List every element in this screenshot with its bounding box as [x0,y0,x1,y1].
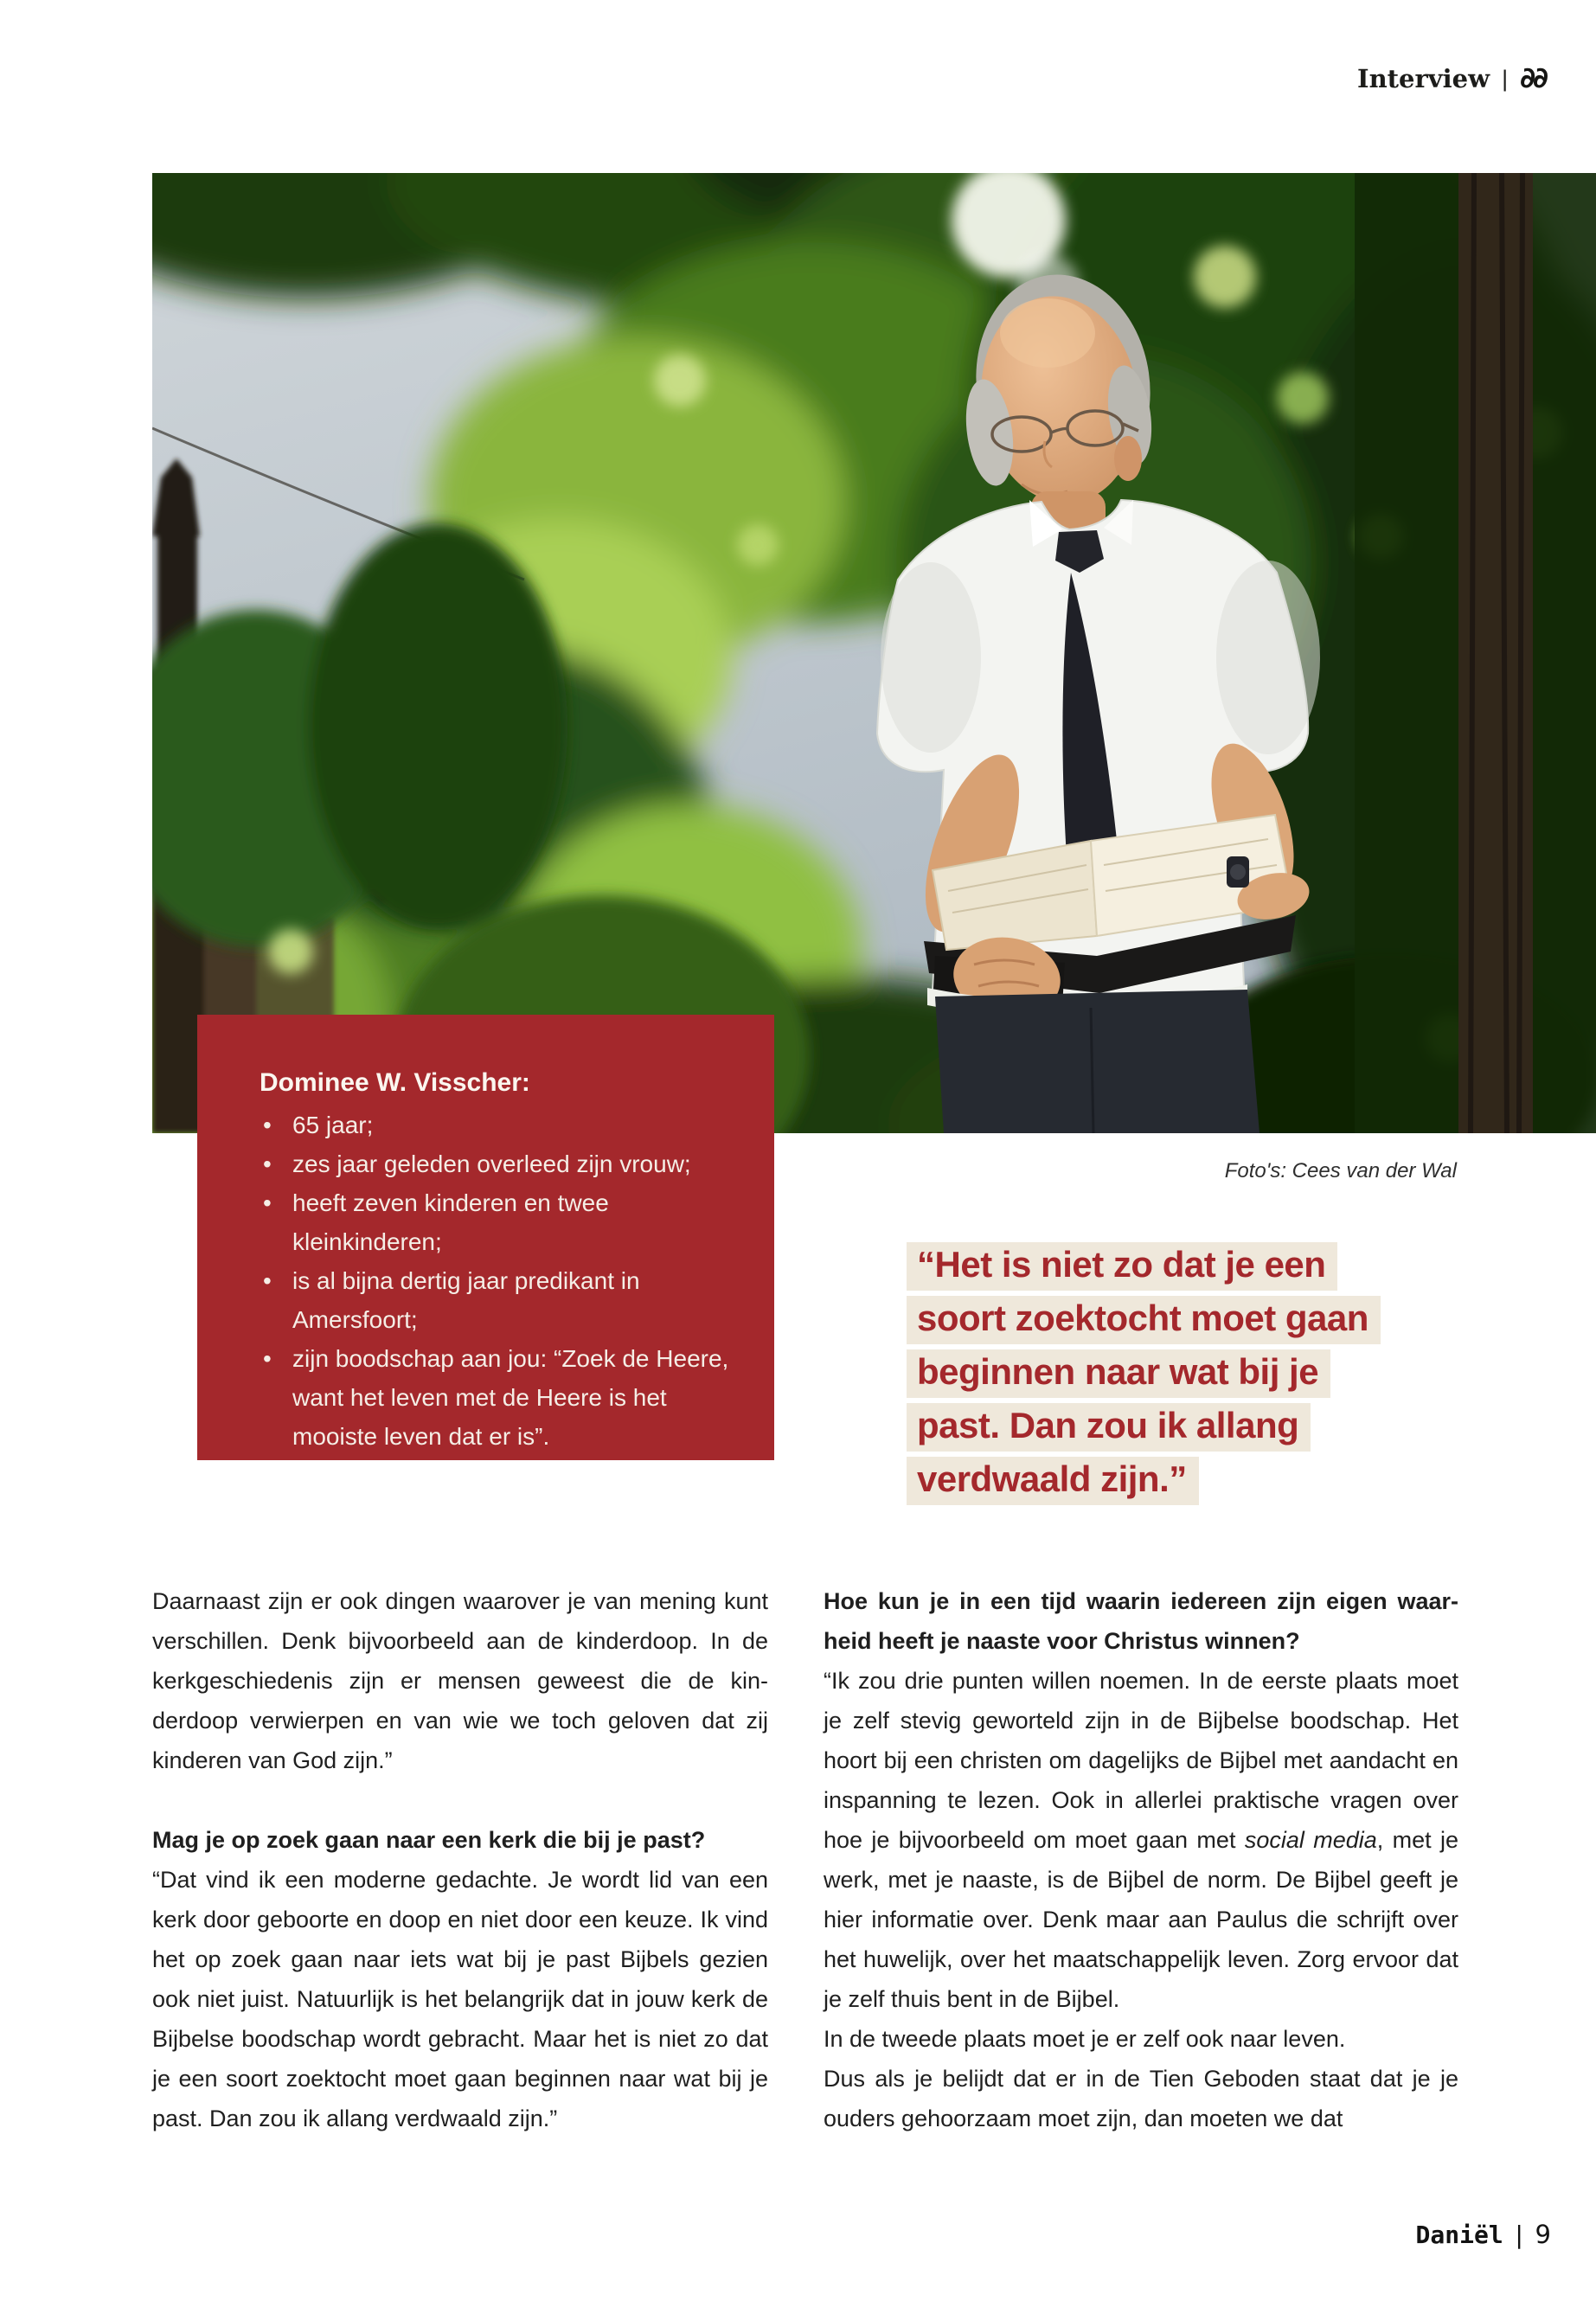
pull-quote-line: soort zoektocht moet gaan [907,1296,1381,1344]
header-divider: | [1502,66,1509,92]
page-header [1357,61,1546,94]
sleeve-shade-right [1216,561,1320,754]
magazine-logo-icon: ∂∂ [1520,61,1546,94]
body-paragraph: “Dat vind ik een moderne gedachte. Je wordt lid van een kerk door geboorte en doop en niet door een keuze. Ik vind het op zoek gaan naar iets wat bij je past Bijbels gezien ook niet juist. Natuurlijk is het belangrijk dat in jouw kerk de Bijbelse boodschap wordt gebracht. Maar het is niet zo dat je een soort zoektocht moet gaan beginnen naar wat bij je past. Dan zou ik allang verdwaald zijn.” [152,1867,768,2131]
article-body [152,1581,1458,2138]
right-column [824,1581,1458,2138]
pull-quote-line: “Het is niet zo dat je een [907,1242,1337,1291]
infobox-title: Dominee W. Visscher: [260,1068,530,1097]
profile-infobox [197,1015,774,1460]
body-paragraph [824,1661,1458,2138]
answer-text: , met je werk, met je naaste, is de Bijbel de norm. De Bijbel geeft je hier informatie over. Denk maar aan Paulus die schrijft over het huwelijk, over het maatschappelijk leven. Zorg ervoor dat je zelf thuis bent in de Bijbel. [824,1827,1458,2012]
answer-italic-phrase: social media [1244,1827,1377,1853]
pull-quote [907,1242,1443,1510]
watch-icon [1227,856,1249,888]
infobox-item: • heeft zeven kinderen en twee kleinkinderen; [260,1183,733,1261]
footer-divider: | [1511,2221,1527,2249]
infobox-item: • is al bijna dertig jaar predikant in Amersfoort; [260,1261,733,1339]
sleeve-shade-left [881,562,981,753]
pull-quote-line: past. Dan zou ik allang [907,1403,1311,1452]
forehead-highlight [1000,298,1095,368]
infobox-item: • zijn boodschap aan jou: “Zoek de Heere, want het leven met de Heere is het mooiste leven dat er is”. [260,1339,733,1456]
photo-caption: Foto's: Cees van der Wal [1224,1159,1457,1183]
answer-text: In de tweede plaats moet je er zelf ook naar leven. [824,2026,1346,2052]
body-paragraph: Daarnaast zijn er ook dingen waarover je van mening kunt verschillen. Denk bijvoorbeeld aan de kinderdoop. In de kerkgeschiedenis zijn er mensen geweest die de kinderdoop verwierpen en van wie we toch geloven dat zij kinderen van God zijn.” [152,1588,768,1773]
article-photo [152,173,1596,1133]
section-label: Interview [1357,64,1490,93]
interview-question: Hoe kun je in een tijd waarin iedereen zijn eigen waarheid heeft je naaste voor Christus winnen? [824,1588,1458,1654]
pull-quote-line: beginnen naar wat bij je [907,1349,1330,1398]
pull-quote-line: verdwaald zijn.” [907,1457,1199,1505]
photo-illustration [152,173,1596,1133]
page-number: 9 [1535,2220,1551,2249]
infobox-item: • zes jaar geleden overleed zijn vrouw; [260,1144,733,1183]
interview-question: Mag je op zoek gaan naar een kerk die bij je past? [152,1827,706,1853]
trousers [935,990,1259,1133]
left-column [152,1581,768,2138]
ear [1114,436,1142,481]
answer-text: Dus als je belijdt dat er in de Tien Geboden staat dat je je ouders gehoorzaam moet zijn, dan moeten we dat [824,2066,1458,2131]
magazine-name: Daniël [1415,2221,1503,2249]
infobox-list [260,1106,733,1456]
page-footer [1416,2220,1551,2249]
answer-text: “Ik zou drie punten willen noemen. In de eerste plaats moet je zelf stevig geworteld zijn in de Bijbelse boodschap. Het hoort bij een christen om dagelijks de Bijbel met aandacht en inspanning te lezen. Ook in allerlei praktische vragen over hoe je bijvoorbeeld om moet gaan met [824,1668,1458,1853]
infobox-item: • 65 jaar; [260,1106,733,1144]
